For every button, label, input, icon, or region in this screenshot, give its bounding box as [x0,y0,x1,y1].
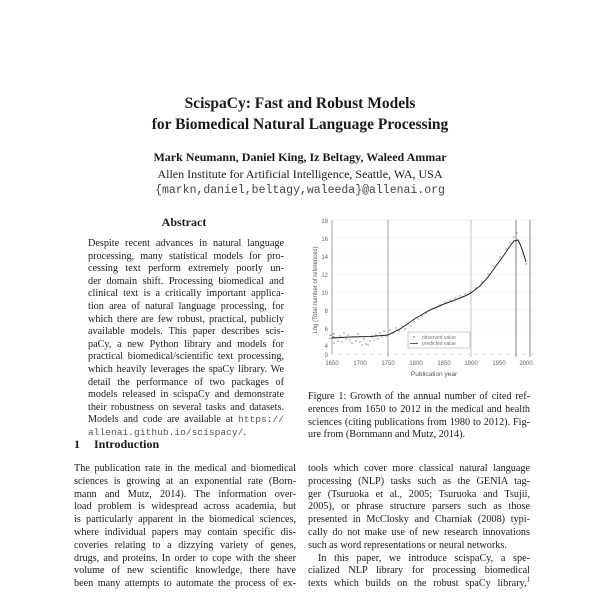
x-tick-labels [325,361,533,367]
growth-line-chart [310,212,540,380]
intro-right-column [308,463,530,591]
project-url-link[interactable]: allenai.github.io/scispacy/ [88,426,244,438]
legend-predicted: predicted value [422,341,456,347]
abstract-body [88,238,284,440]
body-line: is particularly apparent in the biomedical sciences, [74,514,296,526]
svg-text:6: 6 [324,327,328,333]
svg-text:1950: 1950 [492,361,506,367]
abstract-line: tion area of natural language processing, for [88,300,284,312]
abstract-line: detail the performance of two packages of [88,376,284,388]
abstract-line: practical biomedical/scientific text processing, [88,351,284,363]
section-title: Introduction [94,437,160,451]
body-line: tools which cover more classical natural language [308,463,530,474]
author-emails: {markn,daniel,beltagy,waleeda}@allenai.org [155,184,445,197]
abstract-line: Models and code are available at https:// [88,414,284,426]
body-line: such as word representations or neural networks. [308,539,507,551]
abstract-line: allenai.github.io/scispacy/. [88,426,246,438]
title-line-2: for Biomedical Natural Language Processing [151,116,449,133]
svg-text:1650: 1650 [325,361,339,367]
svg-text:1750: 1750 [381,361,395,367]
body-line: sciences is growing at an exponential rate (Born- [74,475,296,487]
caption-line: sciences (citing publications from 1980 to 2012). Fig- [308,416,530,428]
legend-observed: observed value [422,335,456,341]
body-line: ger (Tsuruoka et al., 2005; Tsuruoka and Tsujii, [308,488,530,500]
caption-line: ure from (Bornmann and Mutz, 2014). [308,429,466,441]
svg-text:4: 4 [324,344,328,350]
caption-line: erences from 1650 to 2012 in the medical and health [308,403,530,415]
predicted-value-line [332,240,526,338]
section-number: 1 [74,437,80,451]
figure-1-caption [308,391,530,442]
svg-text:16: 16 [321,237,328,243]
figure-1-chart [310,212,540,380]
svg-text:18: 18 [321,219,328,225]
body-line: been many attempts to automate the process of ex- [74,578,296,590]
body-line: processing (NLP) tasks such as the GENIA tag- [308,475,530,487]
abstract-line: cessing text perform extremely poorly un- [88,263,284,275]
body-line: In this paper, we introduce scispaCy, a spe- [318,552,530,564]
svg-text:1900: 1900 [464,361,478,367]
body-line: texts which builds on the robust spaCy library,$^1$ [308,575,530,590]
svg-text:8: 8 [324,309,328,315]
svg-text:2000: 2000 [519,361,533,367]
abstract-line: which heavily leverages the spaCy library. We [88,363,284,375]
footnote-marker[interactable]: 1 [526,575,530,584]
svg-text:12: 12 [321,273,328,279]
paper-title [0,93,600,135]
abstract-heading: Abstract [161,215,207,229]
y-axis-label: Log (Total number of references) [313,246,319,334]
body-line: volume of new scientific knowledge, there have [74,565,296,577]
affiliation: Allen Institute for Artificial Intelligence, Seattle, WA, USA [157,167,443,181]
body-line: 2005), or phrase structure parsers such as those [308,501,530,513]
body-line: drugs, and proteins. In order to cope with the sheer [74,552,296,564]
abstract-line: available models. This paper describes scis- [88,326,284,338]
y-tick-labels [321,219,328,359]
chart-gridlines [332,238,535,328]
body-line: presented in McClosky and Charniak (2008) typi- [308,514,530,526]
chart-legend [408,332,470,348]
svg-text:0: 0 [324,353,328,359]
abstract-line: Despite recent advances in natural language [88,238,284,249]
abstract-line: which there are few robust, practical, publicly [88,313,284,325]
svg-text:1700: 1700 [353,361,367,367]
author-list: Mark Neumann, Daniel King, Iz Beltagy, Waleed Ammar [153,150,447,164]
svg-text:1800: 1800 [409,361,423,367]
project-url-link[interactable]: https:// [237,414,284,426]
body-line: cialized NLP library for processing biomedical [308,565,530,577]
x-axis-label: Publication year [410,371,458,378]
abstract-line: their robustness on several tasks and datasets. [88,401,284,413]
title-line-1: ScispaCy: Fast and Robust Models [184,95,416,112]
body-line: mann and Mutz, 2014). The information over- [74,488,296,500]
abstract-line: processing, many statistical models for pro- [88,250,284,262]
svg-text:10: 10 [321,291,328,297]
body-line: The publication rate in the medical and biomedical [74,463,296,474]
body-line: load problem is widespread across academia, but [74,501,296,513]
intro-left-column [74,463,296,591]
section-heading-introduction [74,437,159,452]
svg-text:1850: 1850 [437,361,451,367]
caption-line: Figure 1: Growth of the annual number of cited ref- [308,391,530,402]
abstract-line: der domain shift. Processing biomedical and [88,275,284,287]
body-line: where individual papers may contain specific dis- [74,526,296,538]
body-line: coveries relating to a dizzying variety of genes, [74,539,296,551]
svg-text:14: 14 [321,255,328,261]
abstract-line: models released in scispaCy and demonstrate [88,389,284,401]
observed-value-points [333,232,526,345]
abstract-line: clinical text is a critically important applica- [88,288,284,300]
abstract-line: paCy, a new Python library and models for [88,338,284,350]
body-line: cally do not make use of new research innovations [308,526,530,538]
